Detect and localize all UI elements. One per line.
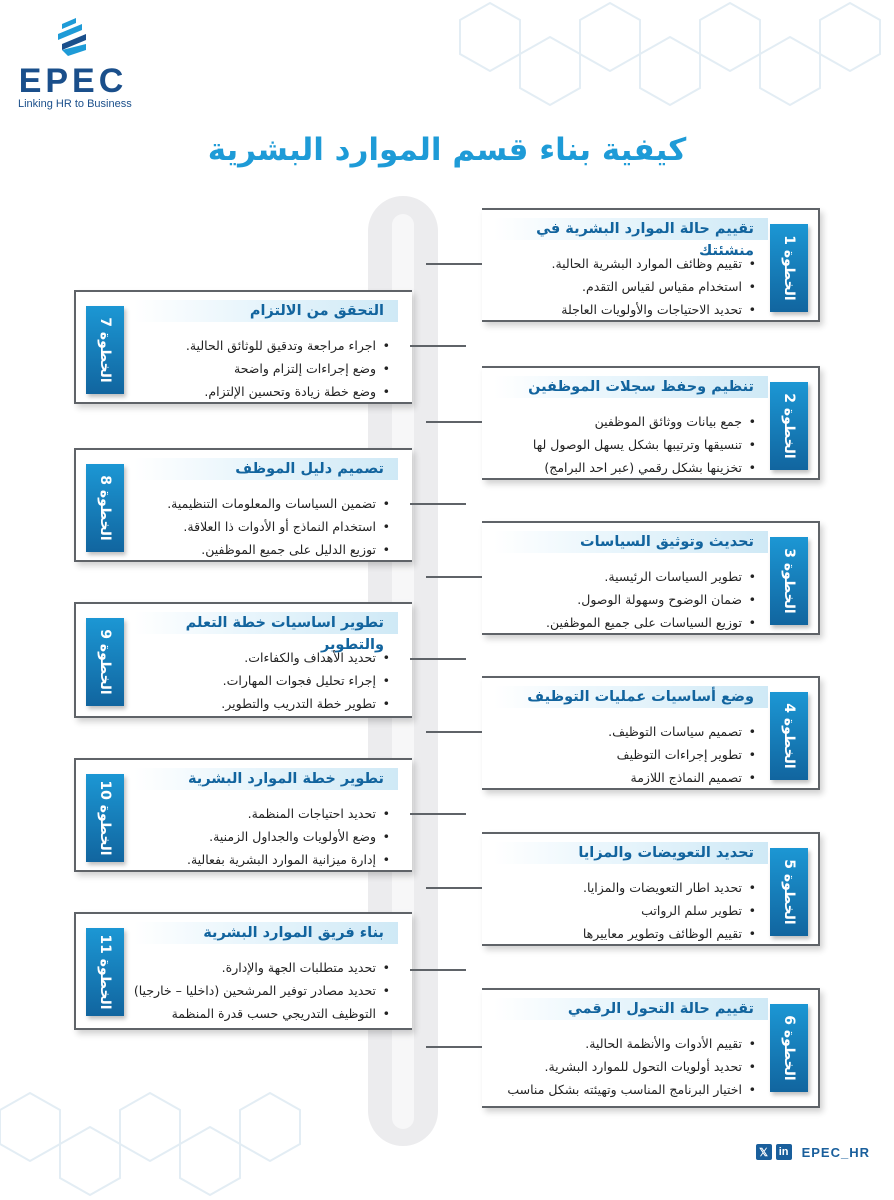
epec-logo-mark-icon <box>54 18 90 58</box>
list-item: • جمع بيانات ووثائق الموظفين <box>488 410 758 433</box>
brand-tagline: Linking HR to Business <box>18 98 132 110</box>
list-item: • تقييم الوظائف وتطوير معاييرها <box>488 922 758 945</box>
list-item: • توزيع الدليل على جميع الموظفين. <box>132 538 392 561</box>
step-number-badge <box>770 224 808 312</box>
list-item: • تنسيقها وترتيبها بشكل يسهل الوصول لها <box>488 433 758 456</box>
step-title: بناء فريق الموارد البشرية <box>134 922 398 944</box>
step-title: التحقق من الالتزام <box>134 300 398 322</box>
brand-logo <box>18 18 132 110</box>
step-card-11 <box>74 912 412 1030</box>
list-item: • تحديد احتياجات المنظمة. <box>132 802 392 825</box>
step-number-badge <box>86 928 124 1016</box>
step-number-label: الخطوة 2 <box>781 393 797 459</box>
step-items-list <box>132 956 392 1025</box>
step-connector <box>426 263 482 265</box>
step-connector <box>426 576 482 578</box>
step-card-7 <box>74 290 412 404</box>
list-item: • تطوير خطة التدريب والتطوير. <box>132 692 392 715</box>
list-item: • تطوير إجراءات التوظيف <box>488 743 758 766</box>
list-item: • إدارة ميزانية الموارد البشرية بفعالية. <box>132 848 392 871</box>
list-item: • تحديد أولويات التحول للموارد البشرية. <box>488 1055 758 1078</box>
step-connector <box>426 421 482 423</box>
step-title: تقييم حالة الموارد البشرية في منشئتك <box>494 218 768 240</box>
list-item: • تحديد الأهداف والكفاءات. <box>132 646 392 669</box>
list-item: • تصميم سياسات التوظيف. <box>488 720 758 743</box>
step-items-list <box>132 492 392 561</box>
step-title: تصميم دليل الموظف <box>134 458 398 480</box>
step-connector <box>410 813 466 815</box>
step-card-9 <box>74 602 412 718</box>
step-connector <box>410 969 466 971</box>
list-item: • تحديد مصادر توفير المرشحين (داخليا – خارجيا) <box>132 979 392 1002</box>
list-item: • تقييم الأدوات والأنظمة الحالية. <box>488 1032 758 1055</box>
list-item: • استخدام النماذج أو الأدوات ذا العلاقة. <box>132 515 392 538</box>
step-title: تحديث وتوثيق السياسات <box>494 531 768 553</box>
step-title: تطوير اساسيات خطة التعلم والتطوير <box>134 612 398 634</box>
step-connector <box>426 887 482 889</box>
list-item: • تضمين السياسات والمعلومات التنظيمية. <box>132 492 392 515</box>
step-number-label: الخطوة 7 <box>97 317 113 383</box>
list-item: • تحديد متطلبات الجهة والإدارة. <box>132 956 392 979</box>
list-item: • تطوير السياسات الرئيسية. <box>488 565 758 588</box>
step-items-list <box>488 410 758 479</box>
step-number-label: الخطوة 5 <box>781 859 797 925</box>
step-title: تقييم حالة التحول الرقمي <box>494 998 768 1020</box>
step-title: وضع أساسيات عمليات التوظيف <box>494 686 768 708</box>
step-number-label: الخطوة 11 <box>97 934 113 1010</box>
list-item: • استخدام مقياس لقياس التقدم. <box>488 275 758 298</box>
list-item: • ضمان الوضوح وسهولة الوصول. <box>488 588 758 611</box>
step-number-label: الخطوة 8 <box>97 475 113 541</box>
list-item: • التوظيف التدريجي حسب قدرة المنظمة <box>132 1002 392 1025</box>
list-item: • تحديد الاحتياجات والأولويات العاجلة <box>488 298 758 321</box>
step-card-10 <box>74 758 412 872</box>
step-number-label: الخطوة 4 <box>781 703 797 769</box>
step-items-list <box>488 565 758 634</box>
step-number-label: الخطوة 10 <box>97 780 113 856</box>
step-title: تطوير خطة الموارد البشرية <box>134 768 398 790</box>
step-number-badge <box>770 382 808 470</box>
list-item: • اختيار البرنامج المناسب وتهيئته بشكل مناسب <box>488 1078 758 1101</box>
step-card-1 <box>482 208 820 322</box>
step-title: تحديد التعويضات والمزايا <box>494 842 768 864</box>
brand-name: EPEC <box>18 62 128 100</box>
page-title: كيفية بناء قسم الموارد البشرية <box>207 132 687 168</box>
step-number-badge <box>86 774 124 862</box>
step-number-label: الخطوة 1 <box>781 235 797 301</box>
linkedin-icon[interactable]: in <box>776 1144 792 1160</box>
step-number-label: الخطوة 3 <box>781 548 797 614</box>
step-items-list <box>488 252 758 321</box>
step-card-8 <box>74 448 412 562</box>
step-card-6 <box>482 988 820 1108</box>
step-card-4 <box>482 676 820 790</box>
step-number-badge <box>770 537 808 625</box>
x-logo-icon[interactable]: 𝕏 <box>756 1144 772 1160</box>
step-connector <box>410 345 466 347</box>
step-connector <box>410 658 466 660</box>
social-footer <box>756 1142 870 1162</box>
step-items-list <box>132 802 392 871</box>
step-card-3 <box>482 521 820 635</box>
social-handle[interactable]: EPEC_HR <box>801 1144 870 1160</box>
step-title: تنظيم وحفظ سجلات الموظفين <box>494 376 768 398</box>
step-number-badge <box>86 464 124 552</box>
list-item: • تحديد اطار التعويضات والمزايا. <box>488 876 758 899</box>
step-items-list <box>488 876 758 945</box>
list-item: • تطوير سلم الرواتب <box>488 899 758 922</box>
step-number-badge <box>86 618 124 706</box>
step-number-badge <box>770 692 808 780</box>
list-item: • تصميم النماذج اللازمة <box>488 766 758 789</box>
step-number-badge <box>770 1004 808 1092</box>
list-item: • تخزينها بشكل رقمي (عبر احد البرامج) <box>488 456 758 479</box>
step-card-5 <box>482 832 820 946</box>
step-connector <box>426 731 482 733</box>
step-items-list <box>488 720 758 789</box>
list-item: • تقييم وظائف الموارد البشرية الحالية. <box>488 252 758 275</box>
step-number-badge <box>770 848 808 936</box>
list-item: • اجراء مراجعة وتدقيق للوثائق الحالية. <box>132 334 392 357</box>
step-card-2 <box>482 366 820 480</box>
step-number-label: الخطوة 9 <box>97 629 113 695</box>
step-items-list <box>488 1032 758 1101</box>
list-item: • إجراء تحليل فجوات المهارات. <box>132 669 392 692</box>
list-item: • وضع خطة زيادة وتحسين الإلتزام. <box>132 380 392 403</box>
step-connector <box>426 1046 482 1048</box>
step-number-badge <box>86 306 124 394</box>
step-connector <box>410 503 466 505</box>
list-item: • وضع الأولويات والجداول الزمنية. <box>132 825 392 848</box>
list-item: • وضع إجراءات إلتزام واضحة <box>132 357 392 380</box>
list-item: • توزيع السياسات على جميع الموظفين. <box>488 611 758 634</box>
step-items-list <box>132 334 392 403</box>
step-number-label: الخطوة 6 <box>781 1015 797 1081</box>
step-items-list <box>132 646 392 715</box>
